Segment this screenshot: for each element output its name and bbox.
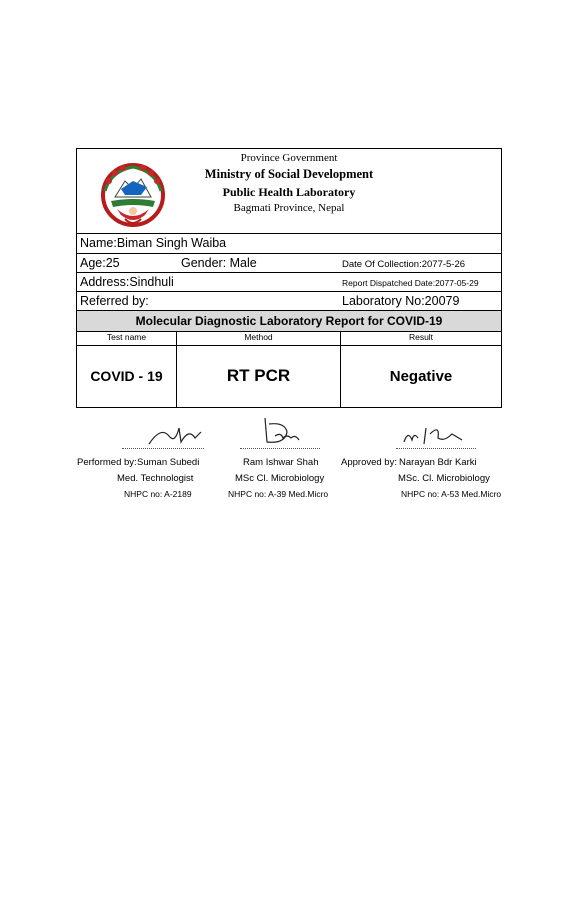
result-row (77, 345, 501, 408)
laboratory-number: Laboratory No:20079 (342, 294, 460, 308)
referred-row (77, 291, 501, 310)
report-title-row (77, 310, 501, 331)
microbiologist-signature-line (240, 448, 320, 449)
patient-age-row (77, 253, 501, 272)
column-header-test: Test name (106, 332, 147, 342)
performer-title: Med. Technologist (117, 473, 194, 484)
performer-name: Suman Subedi (137, 457, 200, 468)
collection-date: Date Of Collection:2077-5-26 (342, 259, 466, 270)
patient-name-row (77, 233, 501, 253)
patient-address-row (77, 272, 501, 291)
result-method: RT PCR (226, 366, 291, 385)
report-title: Molecular Diagnostic Laboratory Report for COVID-19 (135, 314, 443, 328)
approver-nhpc: NHPC no: A-53 Med.Micro (401, 489, 502, 499)
microbiologist-name: Ram Ishwar Shah (243, 457, 319, 468)
patient-name: Name:Biman Singh Waiba (80, 236, 227, 250)
report-header (77, 149, 501, 233)
result-value: Negative (389, 368, 453, 385)
referred-by: Referred by: (80, 294, 149, 308)
column-header-method: Method (244, 332, 273, 342)
laboratory-title: Public Health Laboratory (222, 185, 356, 199)
patient-address: Address:Sindhuli (80, 275, 174, 289)
ministry-title: Ministry of Social Development (204, 167, 374, 181)
microbiologist-nhpc: NHPC no: A-39 Med.Micro (228, 489, 329, 499)
column-header-row (77, 331, 501, 345)
patient-gender: Gender: Male (181, 256, 257, 270)
performer-nhpc: NHPC no: A-2189 (124, 489, 192, 499)
approver-signature (400, 422, 470, 448)
lab-report (76, 148, 502, 408)
patient-age: Age:25 (80, 256, 120, 270)
approver-name: Narayan Bdr Karki (399, 457, 477, 468)
dispatched-date: Report Dispatched Date:2077-05-29 (342, 278, 479, 288)
microbiologist-title: MSc Cl. Microbiology (235, 473, 325, 484)
performer-signature (145, 418, 205, 448)
performed-by-label: Performed by: (77, 457, 137, 468)
column-header-result: Result (408, 332, 434, 342)
approver-title: MSc. Cl. Microbiology (398, 473, 490, 484)
province-government-label: Province Government (240, 152, 338, 164)
performer-signature-line (122, 448, 204, 449)
province-location: Bagmati Province, Nepal (233, 202, 345, 214)
microbiologist-signature (257, 414, 307, 448)
approved-by-label: Approved by: (341, 457, 397, 468)
result-test-name: COVID - 19 (90, 368, 163, 384)
approver-signature-line (396, 448, 476, 449)
